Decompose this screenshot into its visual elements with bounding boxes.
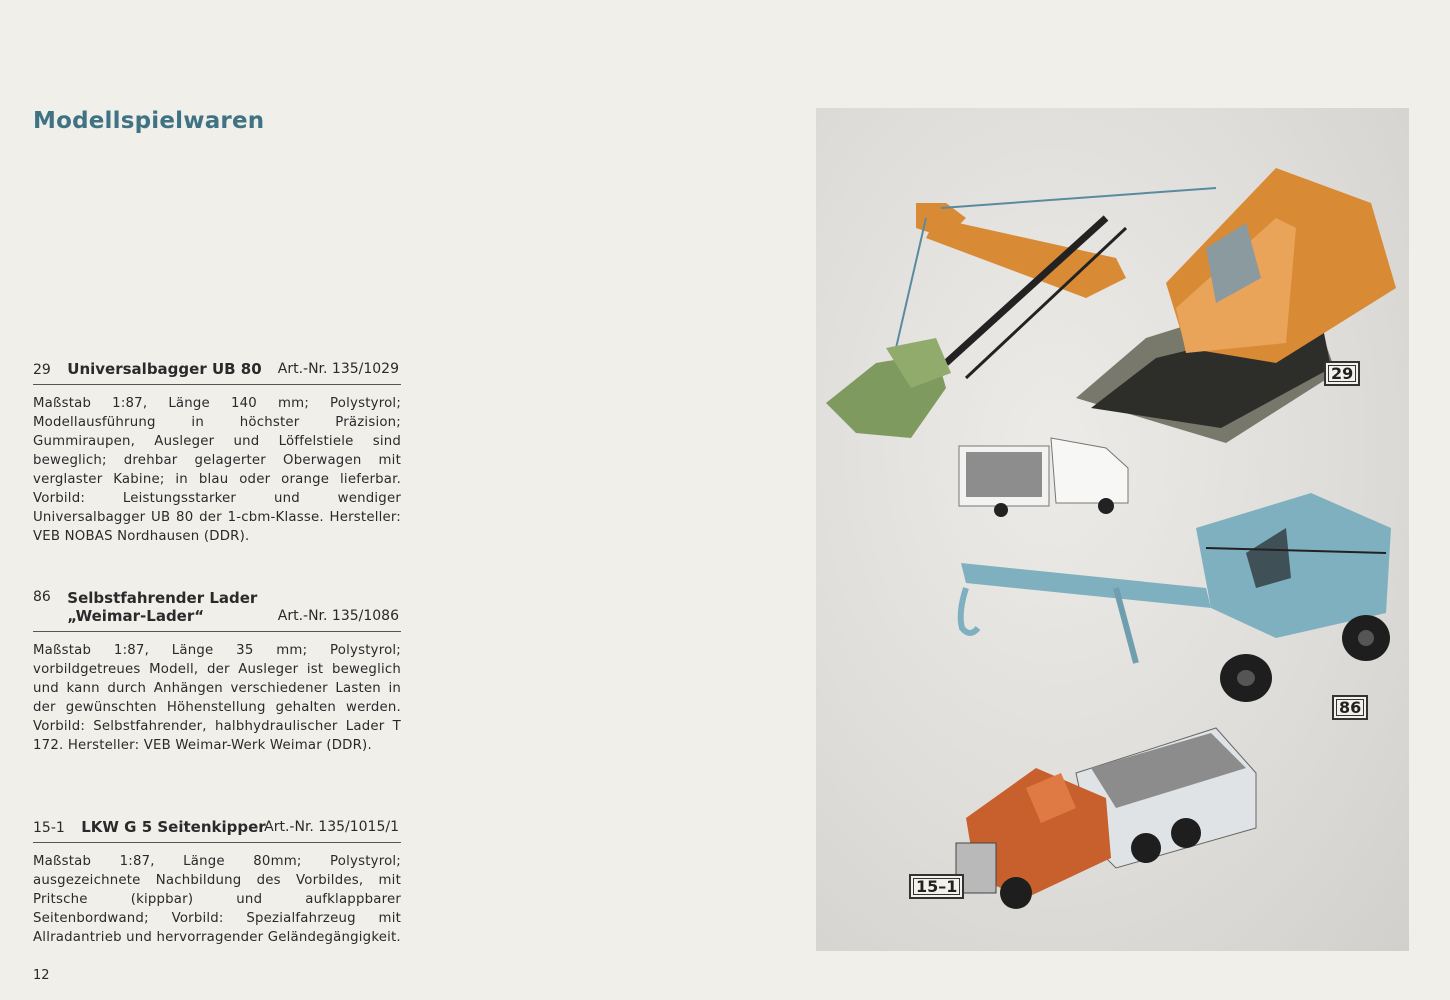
item-number: 86: [33, 589, 51, 605]
page-title: Modellspielwaren: [33, 108, 265, 134]
item-number: 15-1: [33, 820, 65, 836]
label-tag-29: 29: [1324, 361, 1360, 386]
entry-header: [33, 589, 401, 632]
label-tag-15-1: 15–1: [909, 874, 964, 899]
article-number: Art.-Nr. 135/1015/1: [264, 819, 399, 835]
item-number: 29: [33, 362, 51, 378]
item-description: Maßstab 1:87, Länge 35 mm; Polystyrol; vorbildgetreues Modell, der Ausleger ist beweglich und kann durch Anhängen verschiedener Lasten in der gewünschten Höhenstellung gehalten werden. Vorbild: Selbstfahrender, halbhydraulischer Lader T 172. Hersteller: VEB Weimar-Werk Weimar (DDR).: [33, 643, 401, 753]
item-description: Maßstab 1:87, Länge 140 mm; Polystyrol; Modellausführung in höchster Präzision; Gummiraupen, Ausleger und Löffelstiele sind beweglich; drehbar gelagerter Oberwagen mit verglaster Kabine; in blau oder orange lieferbar. Vorbild: Leistungsstarker und wendiger Universalbagger UB 80 der 1-cbm-Klasse. Hersteller: VEB NOBAS Nordhausen (DDR).: [33, 396, 401, 544]
page-number: 12: [33, 968, 50, 983]
product-entry-86: [33, 589, 401, 755]
product-photo: [816, 108, 1409, 951]
product-illustration: [816, 108, 1409, 951]
article-number: Art.-Nr. 135/1086: [277, 608, 399, 624]
product-entry-29: [33, 360, 401, 546]
product-entry-15-1: [33, 818, 401, 947]
loader-model: [961, 493, 1391, 702]
article-number: Art.-Nr. 135/1029: [277, 361, 399, 377]
item-name: Universalbagger UB 80: [67, 360, 262, 378]
label-tag-86: 86: [1332, 695, 1368, 720]
excavator-model: [826, 168, 1396, 443]
item-name: [67, 589, 257, 625]
item-name: LKW G 5 Seitenkipper: [81, 818, 266, 836]
white-truck-model: [959, 438, 1128, 517]
item-description: Maßstab 1:87, Länge 80mm; Polystyrol; ausgezeichnete Nachbildung des Vorbildes, mit Pritsche (kippbar) und aufklappbarer Seitenbordwand; Vorbild: Spezialfahrzeug mit Allradantrieb und hervorragender Geländegängigkeit.: [33, 854, 401, 945]
tipper-truck-model: [956, 728, 1256, 909]
item-name-line1: Selbstfahrender Lader: [67, 589, 258, 607]
entry-header: [33, 818, 401, 843]
item-name-line2: „Weimar-Lader“: [67, 607, 205, 625]
entry-header: [33, 360, 401, 385]
